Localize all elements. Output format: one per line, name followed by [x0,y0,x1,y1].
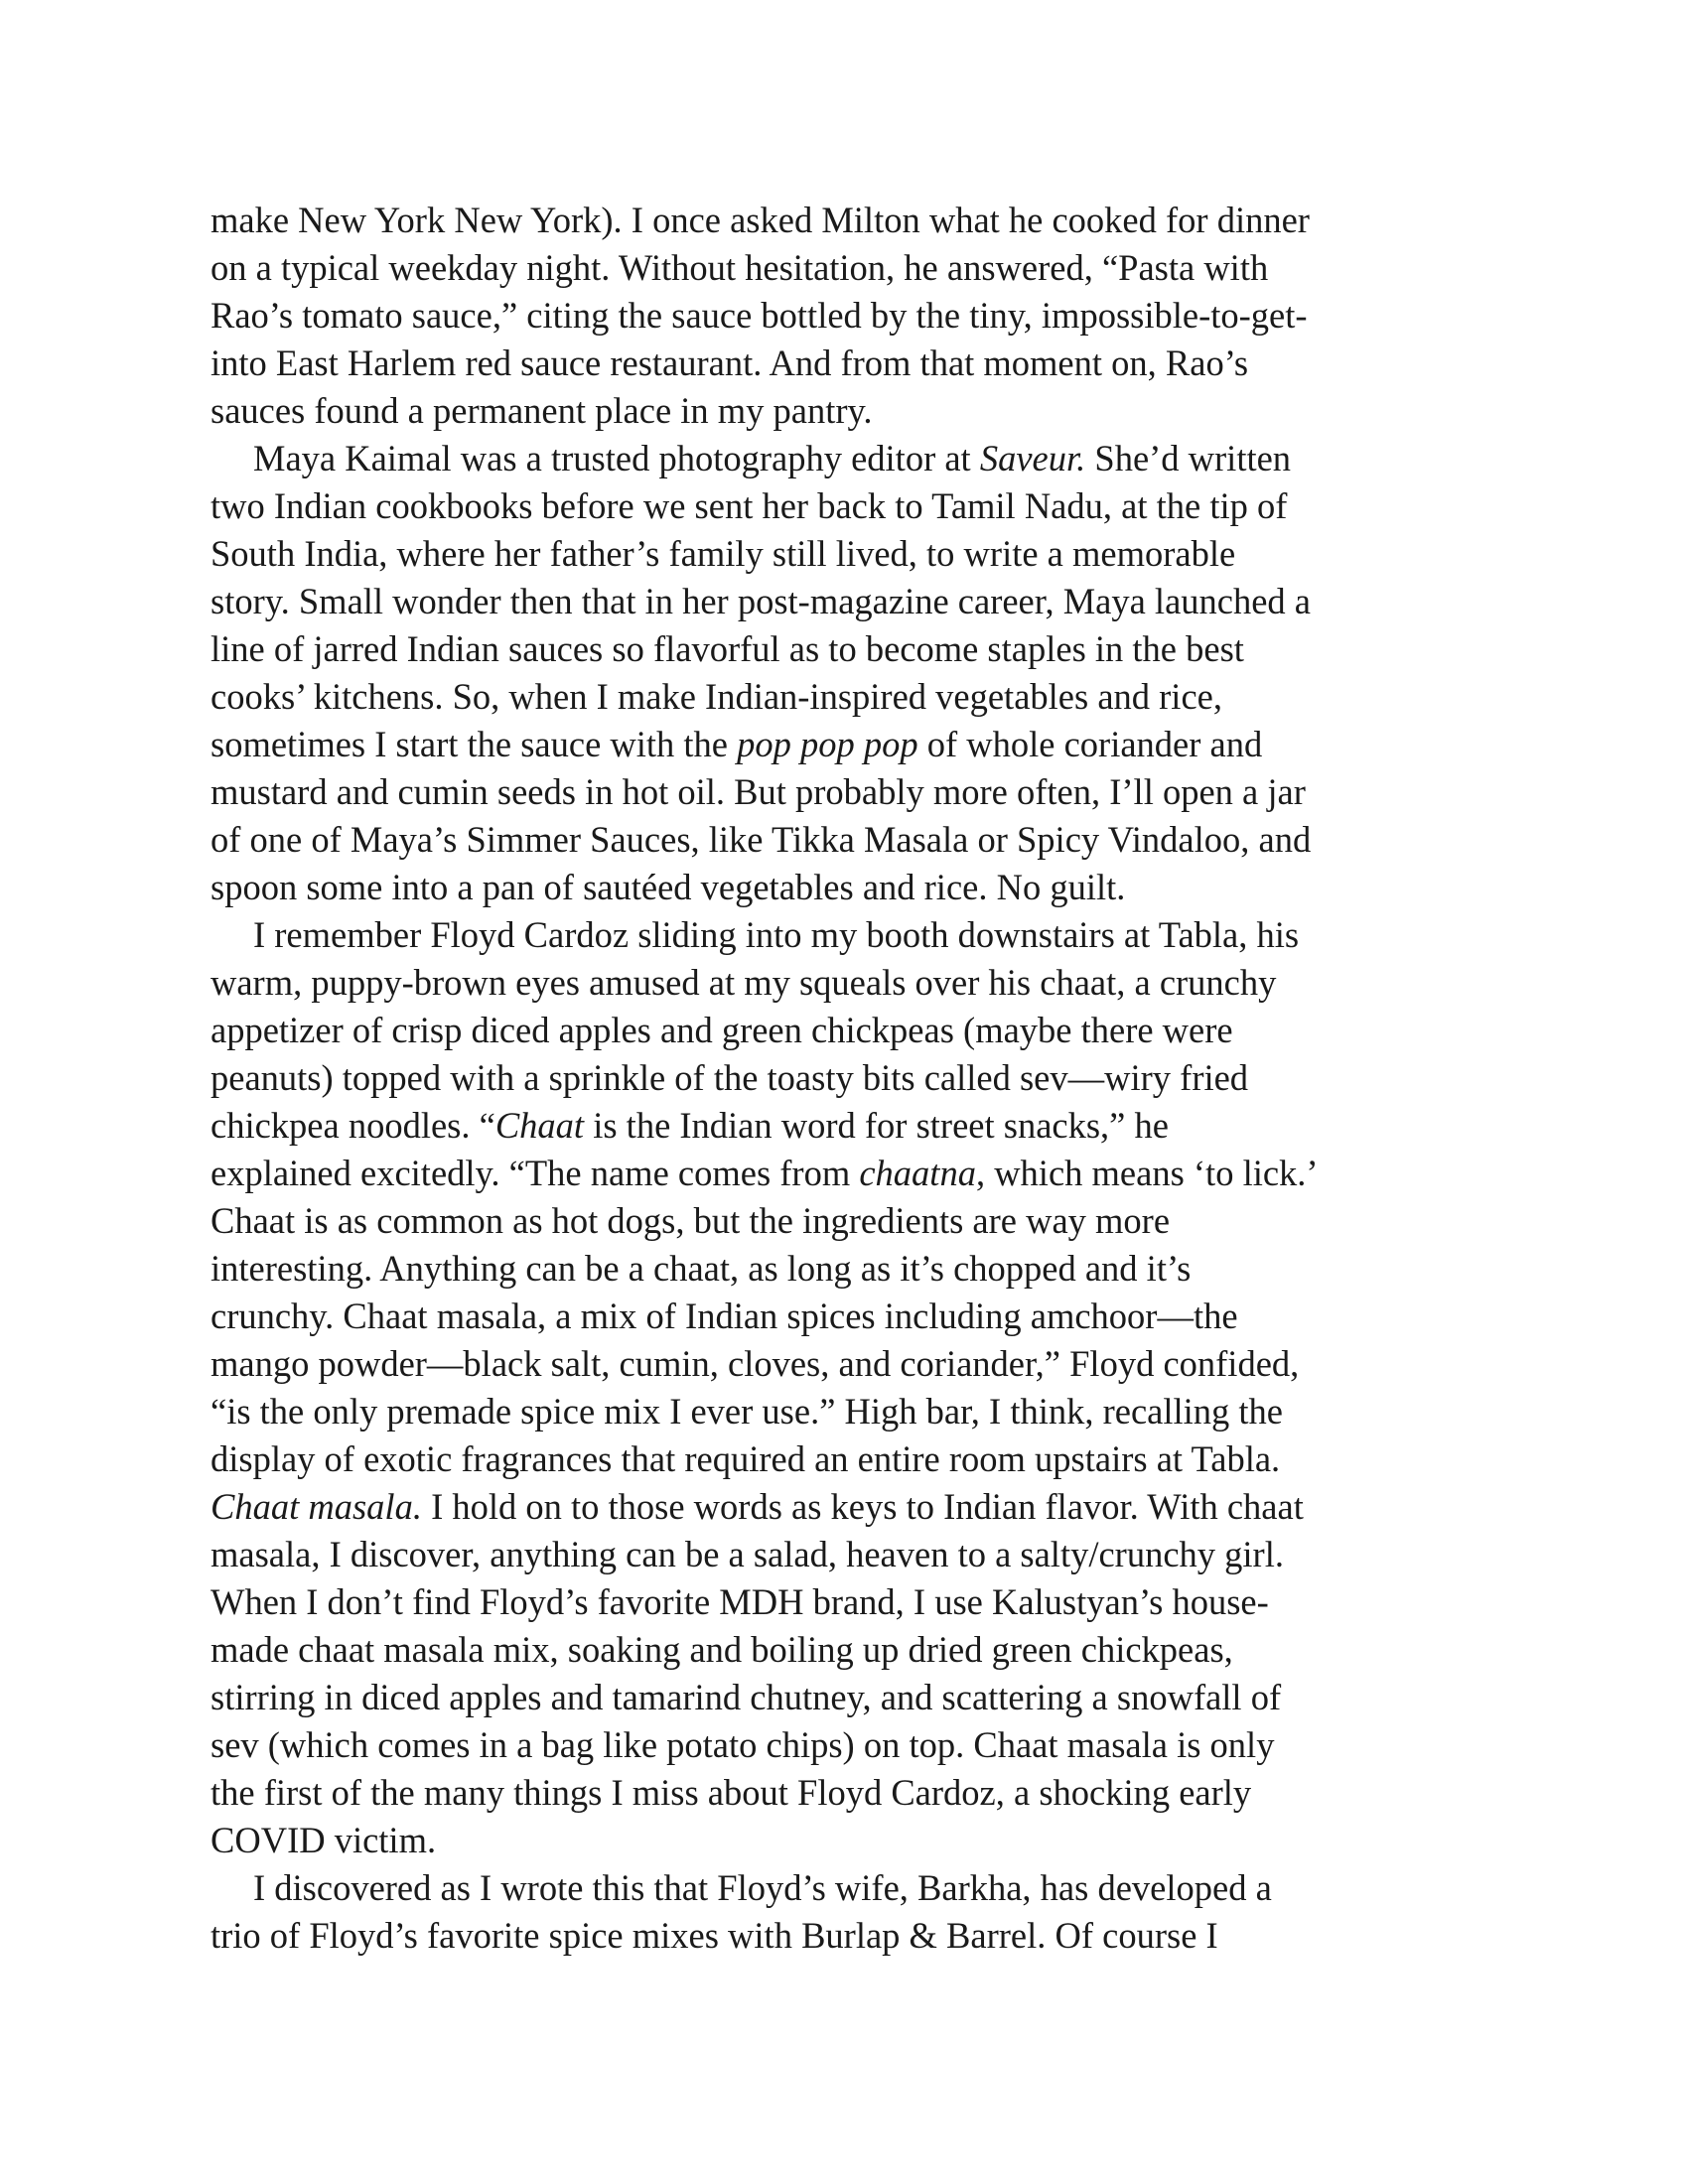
text-line [211,197,1521,244]
text-run: chickpea noodles. “ [211,1105,495,1146]
paragraph [211,911,1521,1864]
text-run: appetizer of crisp diced apples and green chickpeas (maybe there were [211,1010,1233,1050]
text-run: spoon some into a pan of sautéed vegetables and rice. No guilt. [211,867,1126,907]
text-run: trio of Floyd’s favorite spice mixes with Burlap & Barrel. Of course I [211,1915,1218,1956]
text-line [211,1864,1521,1912]
text-line [211,292,1521,340]
italic-text: Chaat [494,1105,585,1146]
text-run: When I don’t find Floyd’s favorite MDH brand, I use Kalustyan’s house- [211,1581,1269,1622]
italic-text: Saveur. [979,438,1086,478]
text-line [211,482,1521,530]
text-line [211,1150,1521,1197]
text-line [211,1817,1521,1864]
text-line [211,1912,1521,1960]
text-run: Rao’s tomato sauce,” citing the sauce bottled by the tiny, impossible-to-get- [211,295,1308,336]
text-line [211,1007,1521,1054]
text-run: of whole coriander and [917,724,1263,764]
text-line [211,1435,1521,1483]
text-run: make New York New York). I once asked Milton what he cooked for dinner [211,200,1310,240]
text-run: made chaat masala mix, soaking and boiling up dried green chickpeas, [211,1629,1233,1670]
text-run: mango powder—black salt, cumin, cloves, and coriander,” Floyd confided, [211,1343,1300,1384]
text-run: of one of Maya’s Simmer Sauces, like Tikka Masala or Spicy Vindaloo, and [211,819,1312,860]
text-run: story. Small wonder then that in her post-magazine career, Maya launched a [211,581,1311,621]
text-run: masala, I discover, anything can be a salad, heaven to a salty/crunchy girl. [211,1534,1284,1574]
text-line [211,1102,1521,1150]
text-line [211,1531,1521,1578]
text-line [211,816,1521,864]
text-run: interesting. Anything can be a chaat, as long as it’s chopped and it’s [211,1248,1192,1289]
text-run: peanuts) topped with a sprinkle of the toasty bits called sev—wiry fried [211,1057,1249,1098]
text-line [211,1054,1521,1102]
text-line [211,1721,1521,1769]
text-line [211,1388,1521,1435]
text-line [211,768,1521,816]
text-line [211,625,1521,673]
text-run: is the Indian word for street snacks,” he [584,1105,1169,1146]
text-run: COVID victim. [211,1820,437,1860]
text-run: She’d written [1085,438,1292,478]
text-run: on a typical weekday night. Without hesitation, he answered, “Pasta with [211,247,1269,288]
text-run: Chaat is as common as hot dogs, but the ingredients are way more [211,1200,1171,1241]
italic-text: pop pop pop [737,724,918,764]
text-line [211,721,1521,768]
text-run: cooks’ kitchens. So, when I make Indian-inspired vegetables and rice, [211,676,1222,717]
text-run: Maya Kaimal was a trusted photography editor at [253,438,980,478]
text-line [211,959,1521,1007]
paragraph [211,435,1521,911]
text-line [211,1340,1521,1388]
text-line [211,1293,1521,1340]
text-line [211,244,1521,292]
text-run: “is the only premade spice mix I ever use.” High bar, I think, recalling the [211,1391,1283,1432]
text-run: I discovered as I wrote this that Floyd’s wife, Barkha, has developed a [253,1867,1272,1908]
italic-text: Chaat masala. [211,1486,422,1527]
text-line [211,673,1521,721]
text-run: into East Harlem red sauce restaurant. And from that moment on, Rao’s [211,342,1249,383]
text-line [211,911,1521,959]
text-line [211,1197,1521,1245]
text-run: line of jarred Indian sauces so flavorful as to become staples in the best [211,628,1244,669]
text-run: two Indian cookbooks before we sent her back to Tamil Nadu, at the tip of [211,485,1288,526]
text-line [211,1245,1521,1293]
text-run: explained excitedly. “The name comes from [211,1153,860,1193]
text-run: the first of the many things I miss about Floyd Cardoz, a shocking early [211,1772,1252,1813]
text-run: mustard and cumin seeds in hot oil. But probably more often, I’ll open a jar [211,771,1306,812]
text-run: South India, where her father’s family still lived, to write a memorable [211,533,1236,574]
text-run: sometimes I start the sauce with the [211,724,738,764]
text-line [211,1674,1521,1721]
text-line [211,1626,1521,1674]
text-line [211,435,1521,482]
text-line [211,340,1521,387]
text-run: I remember Floyd Cardoz sliding into my booth downstairs at Tabla, his [253,914,1300,955]
text-run: warm, puppy-brown eyes amused at my squeals over his chaat, a crunchy [211,962,1277,1003]
text-run: , which means ‘to lick.’ [975,1153,1319,1193]
text-run: I hold on to those words as keys to Indian flavor. With chaat [421,1486,1304,1527]
text-run: stirring in diced apples and tamarind chutney, and scattering a snowfall of [211,1677,1282,1717]
text-run: crunchy. Chaat masala, a mix of Indian spices including amchoor—the [211,1296,1238,1336]
text-line [211,864,1521,911]
paragraph [211,1864,1521,1960]
text-run: sauces found a permanent place in my pantry. [211,390,873,431]
text-run: sev (which comes in a bag like potato chips) on top. Chaat masala is only [211,1724,1275,1765]
text-run: display of exotic fragrances that required an entire room upstairs at Tabla. [211,1438,1281,1479]
text-line [211,1578,1521,1626]
text-line [211,1483,1521,1531]
italic-text: chaatna [859,1153,976,1193]
text-line [211,387,1521,435]
body-text [211,197,1521,1960]
text-line [211,530,1521,578]
text-line [211,1769,1521,1817]
paragraph [211,197,1521,435]
text-line [211,578,1521,625]
